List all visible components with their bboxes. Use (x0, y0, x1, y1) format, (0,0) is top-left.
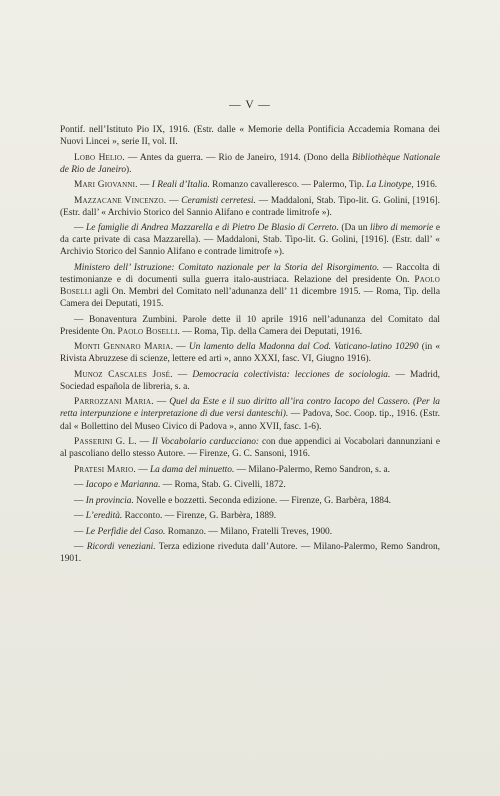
entry-text: — (74, 480, 86, 491)
bibliography-list (60, 124, 440, 569)
entry-text: ). (126, 164, 132, 175)
entry-text: — Antes da guerra. — Rio de Janeiro, 1914. (Dono della (124, 152, 353, 163)
entry-author: Mazzacane Vincenzo. (74, 195, 167, 206)
entry-text: — Bonaventura Zumbini. Parole dette il 10 aprile 1916 nell’adunanza del Comitato dal Presidente On. (60, 314, 440, 337)
entry-text: — (74, 495, 86, 506)
entry-text: — (137, 180, 152, 191)
entry-text: (in « Rivista Abruzzese di scienze, lettere ed arti », anno XXXI, fasc. VI, Giugno 1916). (60, 342, 441, 365)
entry-text: — Raccolta di testimonianze e di documenti sulla guerra italo-austriaca. Relazione del presidente On. (60, 262, 440, 285)
bibliography-entry-monti-gennaro (60, 341, 440, 365)
entry-author: Paolo Boselli (60, 274, 440, 298)
entry-text: (Da un (338, 223, 371, 234)
entry-text: Pontif. nell’Istituto Pio IX, 1916. (Estr. dalle « Memorie della Pontificia Accademia Romana dei Nuovi Lincei », serie II, vol. II. (60, 125, 440, 148)
bibliography-entry-mazzacane-famiglie (60, 222, 440, 258)
bibliography-entry-pratesi-iacopo (60, 479, 440, 491)
bibliography-entry-mari-giovanni (60, 179, 440, 191)
entry-title: Un lamento della Madonna dal Cod. Vaticano-latino 10290 (188, 342, 419, 353)
entry-author: Parrozzani Maria. (74, 397, 154, 408)
entry-title: La dama del minuetto. (149, 464, 235, 475)
bibliography-entry-pratesi-perfidie (60, 526, 440, 538)
entry-text: — (172, 369, 193, 380)
entry-title: In provincia. (85, 495, 134, 506)
bibliography-entry-lobo-helio (60, 152, 440, 176)
entry-text: — (74, 526, 86, 537)
entry-text: Romanzo. — Milano, Fratelli Treves, 1900. (165, 526, 333, 537)
entry-author: Passerini G. L. (74, 437, 137, 448)
entry-title: Bibliothèque Nationale de Rio de Janeiro (60, 152, 440, 175)
entry-title: Ministero dell’ Istruzione: Comitato nazionale per la Storia del Risorgimento. (74, 262, 380, 273)
entry-author: Mari Giovanni. (74, 180, 138, 191)
entry-text: Terza edizione riveduta dall’Autore. — Milano-Palermo, Remo Sandron, 1901. (60, 542, 441, 565)
entry-text: — (135, 464, 150, 475)
entry-title: La Linotype (366, 180, 412, 191)
entry-author: Munoz Cascales José. (74, 369, 173, 380)
bibliography-entry-passerini (60, 436, 440, 460)
entry-title: Ricordi veneziani. (86, 542, 156, 553)
entry-title: Democracia colectivista: lecciones de sociologia. (192, 369, 391, 380)
bibliography-entry-pratesi-ricordi (60, 541, 440, 565)
entry-author: Lobo Helio. (74, 152, 125, 163)
entry-title: Le Perfidie del Caso. (85, 526, 166, 537)
entry-author: Paolo Boselli (117, 326, 178, 337)
entry-text: — (173, 342, 189, 353)
entry-text: agli On. Membri del Comitato nell’adunanza dell’ 11 dicembre 1915. — Roma, Tip. della Camera dei Deputati, 1915. (60, 287, 440, 310)
entry-text: — Milano-Palermo, Remo Sandron, s. a. (234, 464, 391, 475)
entry-text: con due appendici ai Vocabolari dannunziani e al pascoliano dello stesso Autore. — Firenze, G. C. Sansoni, 1916. (60, 437, 440, 460)
entry-text: — (74, 223, 86, 234)
entry-text: — Padova, Soc. Coop. tip., 1916. (Estr. dal « Bollettino del Museo Civico di Padova », anno XVII, fasc. 1-6). (60, 409, 440, 432)
entry-text: — (136, 437, 152, 448)
bibliography-entry-pontif (60, 124, 440, 148)
entry-author: Pratesi Mario. (74, 464, 136, 475)
entry-title: I Reali d’Italia. (151, 180, 210, 191)
entry-text: — (74, 542, 87, 553)
bibliography-entry-zumbini (60, 314, 440, 338)
entry-text: e da carte private di casa Mazzarella). — Maddaloni, Stab. Tipo-lit. G. Golini, [1916]. (Estr. dall’ « Archivio Storico del Sannio Alifano e contrade limitrofe »). (60, 223, 440, 258)
entry-title: Quel da Este e il suo diritto all’ira contro Iacopo del Cassero. (Per la retta interpunzione e interpretazione di due versi danteschi). (60, 397, 440, 420)
bibliography-entry-pratesi-eredita (60, 510, 440, 522)
entry-title: Il Vocabolario carducciano: (151, 437, 260, 448)
entry-text: . — Roma, Tip. della Camera dei Deputati, 1916. (177, 326, 363, 337)
bibliography-entry-pratesi-provincia (60, 495, 440, 507)
entry-text: , 1916. (411, 180, 438, 191)
entry-text: Racconto. — Firenze, G. Barbèra, 1889. (122, 511, 277, 522)
entry-text: — Maddaloni, Stab. Tipo-lit. G. Golini, [1916]. (Estr. dall’ « Archivio Storico del Sannio Alifano e contrade limitrofe »). (60, 195, 441, 218)
entry-title: Iacopo e Marianna. (85, 480, 161, 491)
entry-title: Le famiglie di Andrea Mazzarella e di Pietro De Blasio di Cerreto. (85, 223, 339, 234)
entry-author: Monti Gennaro Maria. (74, 342, 174, 353)
bibliography-entry-pratesi-dama (60, 464, 440, 476)
entry-title: L’eredità. (85, 511, 123, 522)
page-number: — V — (229, 99, 271, 111)
entry-title: libro di memorie (370, 223, 434, 234)
bibliography-entry-ministero (60, 262, 440, 310)
entry-text: — (166, 195, 182, 206)
entry-text: — Madrid, Sociedad española de libreria, s. a. (60, 369, 440, 392)
entry-text: Romanzo cavalleresco. — Palermo, Tip. (209, 180, 367, 191)
bibliography-entry-munoz-cascales (60, 369, 440, 393)
entry-title: Ceramisti cerretesi. (181, 195, 256, 206)
bibliography-entry-parrozzani-maria (60, 396, 440, 432)
entry-text: Novelle e bozzetti. Seconda edizione. — Firenze, G. Barbèra, 1884. (133, 495, 392, 506)
bibliography-entry-mazzacane-vincenzo (60, 195, 440, 219)
entry-text: — (153, 397, 170, 408)
entry-text: — Roma, Stab. G. Civelli, 1872. (160, 480, 286, 491)
entry-text: — (74, 511, 86, 522)
